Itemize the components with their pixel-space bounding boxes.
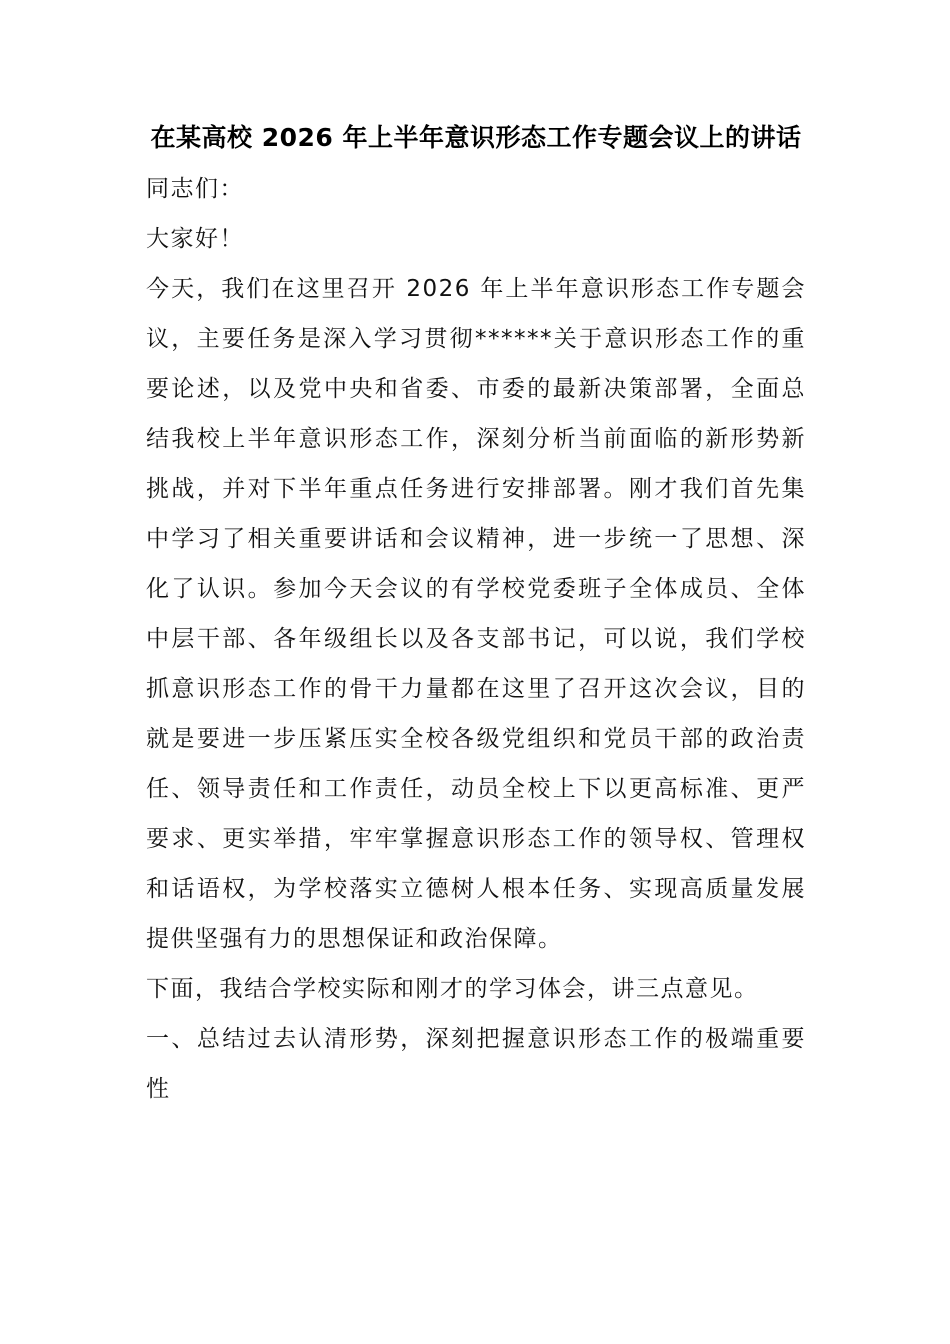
document-title: 在某高校 2026 年上半年意识形态工作专题会议上的讲话 — [150, 123, 802, 152]
document-page — [146, 112, 806, 1114]
salutation: 同志们： — [146, 176, 244, 202]
opening-paragraph: 今天，我们在这里召开 2026 年上半年意识形态工作专题会议，主要任务是深入学习贯彻******关于意识形态工作的重要论述，以及党中央和省委、市委的最新决策部署，全面总结我校上半年意识形态工作，深刻分析当前面临的新形势新挑战，并对下半年重点任务进行安排部署。刚才我们首先集中学习了相关重要讲话和会议精神，进一步统一了思想、深化了认识。参加今天会议的有学校党委班子全体成员、全体中层干部、各年级组长以及各支部书记，可以说，我们学校抓意识形态工作的骨干力量都在这里了召开这次会议，目的就是要进一步压紧压实全校各级党组织和党员干部的政治责任、领导责任和工作责任，动员全校上下以更高标准、更严要求、更实举措，牢牢掌握意识形态工作的领导权、管理权和话语权，为学校落实立德树人根本任务、实现高质量发展提供坚强有力的思想保证和政治保障。 — [146, 276, 806, 952]
document-body — [146, 164, 806, 1114]
greeting: 大家好！ — [146, 226, 244, 252]
section-heading-1: 一、总结过去认清形势，深刻把握意识形态工作的极端重要性 — [146, 1026, 806, 1102]
transition-paragraph: 下面，我结合学校实际和刚才的学习体会，讲三点意见。 — [146, 976, 759, 1002]
